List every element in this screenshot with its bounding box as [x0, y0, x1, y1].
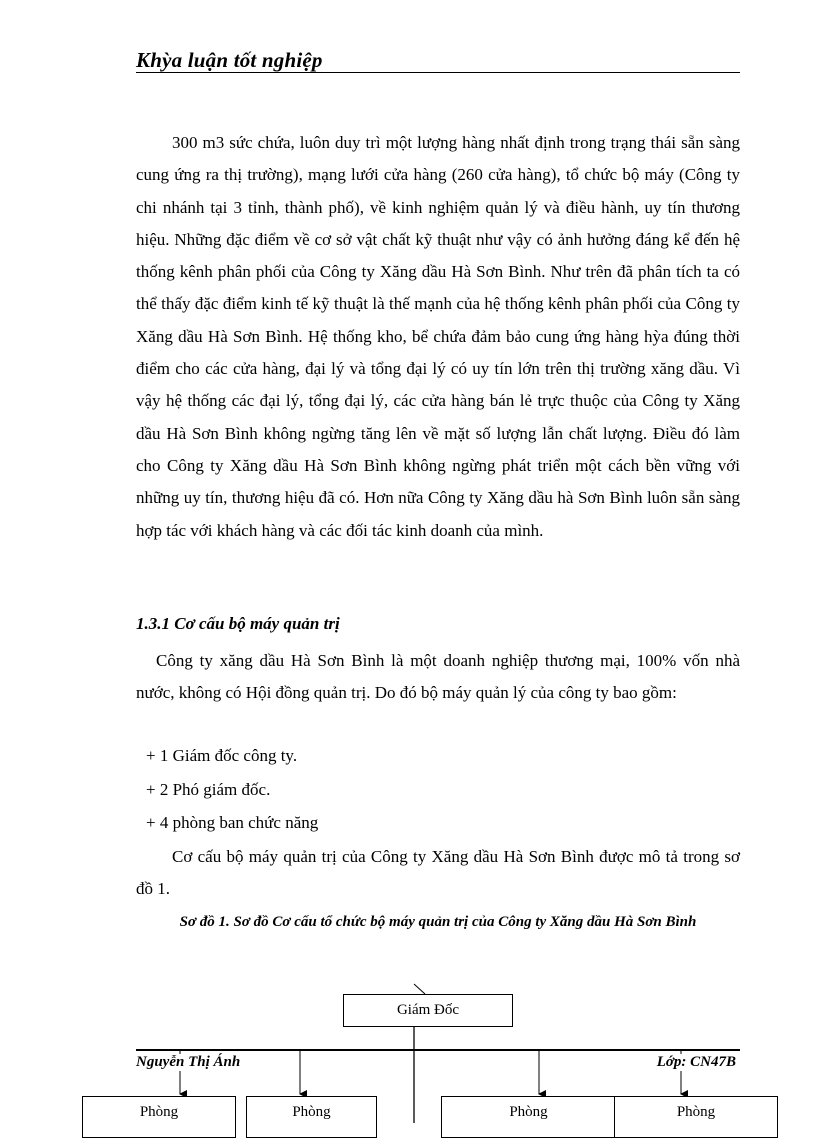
department-box-1: Phòng — [82, 1096, 236, 1138]
director-box: Giám Đốc — [343, 994, 513, 1027]
paragraph-2-text: Công ty xăng dầu Hà Sơn Bình là một doanh nghiệp thương mại, 100% vốn nhà nước, không có Hội đồng quản trị. Do đó bộ máy quản lý của công ty bao gồm: — [136, 651, 740, 703]
header-title: Khỳa luận tốt nghiệp — [136, 48, 323, 72]
footer-rule — [136, 1049, 740, 1051]
diagram-caption: Sơ đồ 1. Sơ đồ Cơ cấu tổ chức bộ máy quản trị của Công ty Xăng dầu Hà Sơn Bình — [179, 914, 697, 930]
department-box-2: Phòng — [246, 1096, 377, 1138]
list-item-director: + 1 Giám đốc công ty. — [146, 746, 298, 765]
list-item-departments: + 4 phòng ban chức năng — [146, 813, 319, 832]
connector-top-arrow — [414, 984, 425, 994]
footer-author: Nguyễn Thị Ánh — [136, 1054, 241, 1070]
department-box-4: Phòng — [614, 1096, 778, 1138]
paragraph-3-text: Cơ cấu bộ máy quản trị của Công ty Xăng dầu Hà Sơn Bình được mô tả trong sơ đồ 1. — [136, 847, 740, 899]
paragraph-1-text: 300 m3 sức chứa, luôn duy trì một lượng hàng nhất định trong trạng thái sẵn sàng cung ứng ra thị trường), mạng lưới cửa hàng (260 cửa hàng), tổ chức bộ máy (Công ty chi nhánh tại 3 tỉnh, thành phố), về kinh nghiệm quản lý và điều hành, uy tín thương hiệu. Những đặc điểm về cơ sở vật chất kỹ thuật như vậy có ảnh hưởng đáng kể đến hệ thống kênh phân phối của Công ty Xăng dầu Hà Sơn Bình. Như trên đã phân tích ta có thể thấy đặc điểm kinh tế kỹ thuật là thế mạnh của hệ thống kênh phân phối của Công ty Xăng dầu Hà Sơn Bình. Hệ thống kho, bể chứa đảm bảo cung ứng hàng hỳa đúng thời điểm cho các cửa hàng, đại lý và tổng đại lý có uy tín lớn trên thị trường xăng dầu. Vì vậy hệ thống các đại lý, tổng đại lý, các cửa hàng bán lẻ trực thuộc của Công ty Xăng dầu Hà Sơn Bình không ngừng tăng lên về mặt số lượng lẫn chất lượng. Điều đó làm cho Công ty Xăng dầu Hà Sơn Bình không ngừng phát triển một cách bền vững với những uy tín, thương hiệu đã có. Hơn nữa Công ty Xăng dầu hà Sơn Bình luôn sẵn sàng hợp tác với khách hàng và các đối tác kinh doanh của mình. — [136, 133, 740, 540]
footer-class: Lớp: CN47B — [656, 1054, 736, 1070]
department-box-3: Phòng — [441, 1096, 616, 1138]
section-heading: 1.3.1 Cơ cấu bộ máy quản trị — [136, 614, 340, 633]
list-item-deputy: + 2 Phó giám đốc. — [146, 780, 271, 799]
